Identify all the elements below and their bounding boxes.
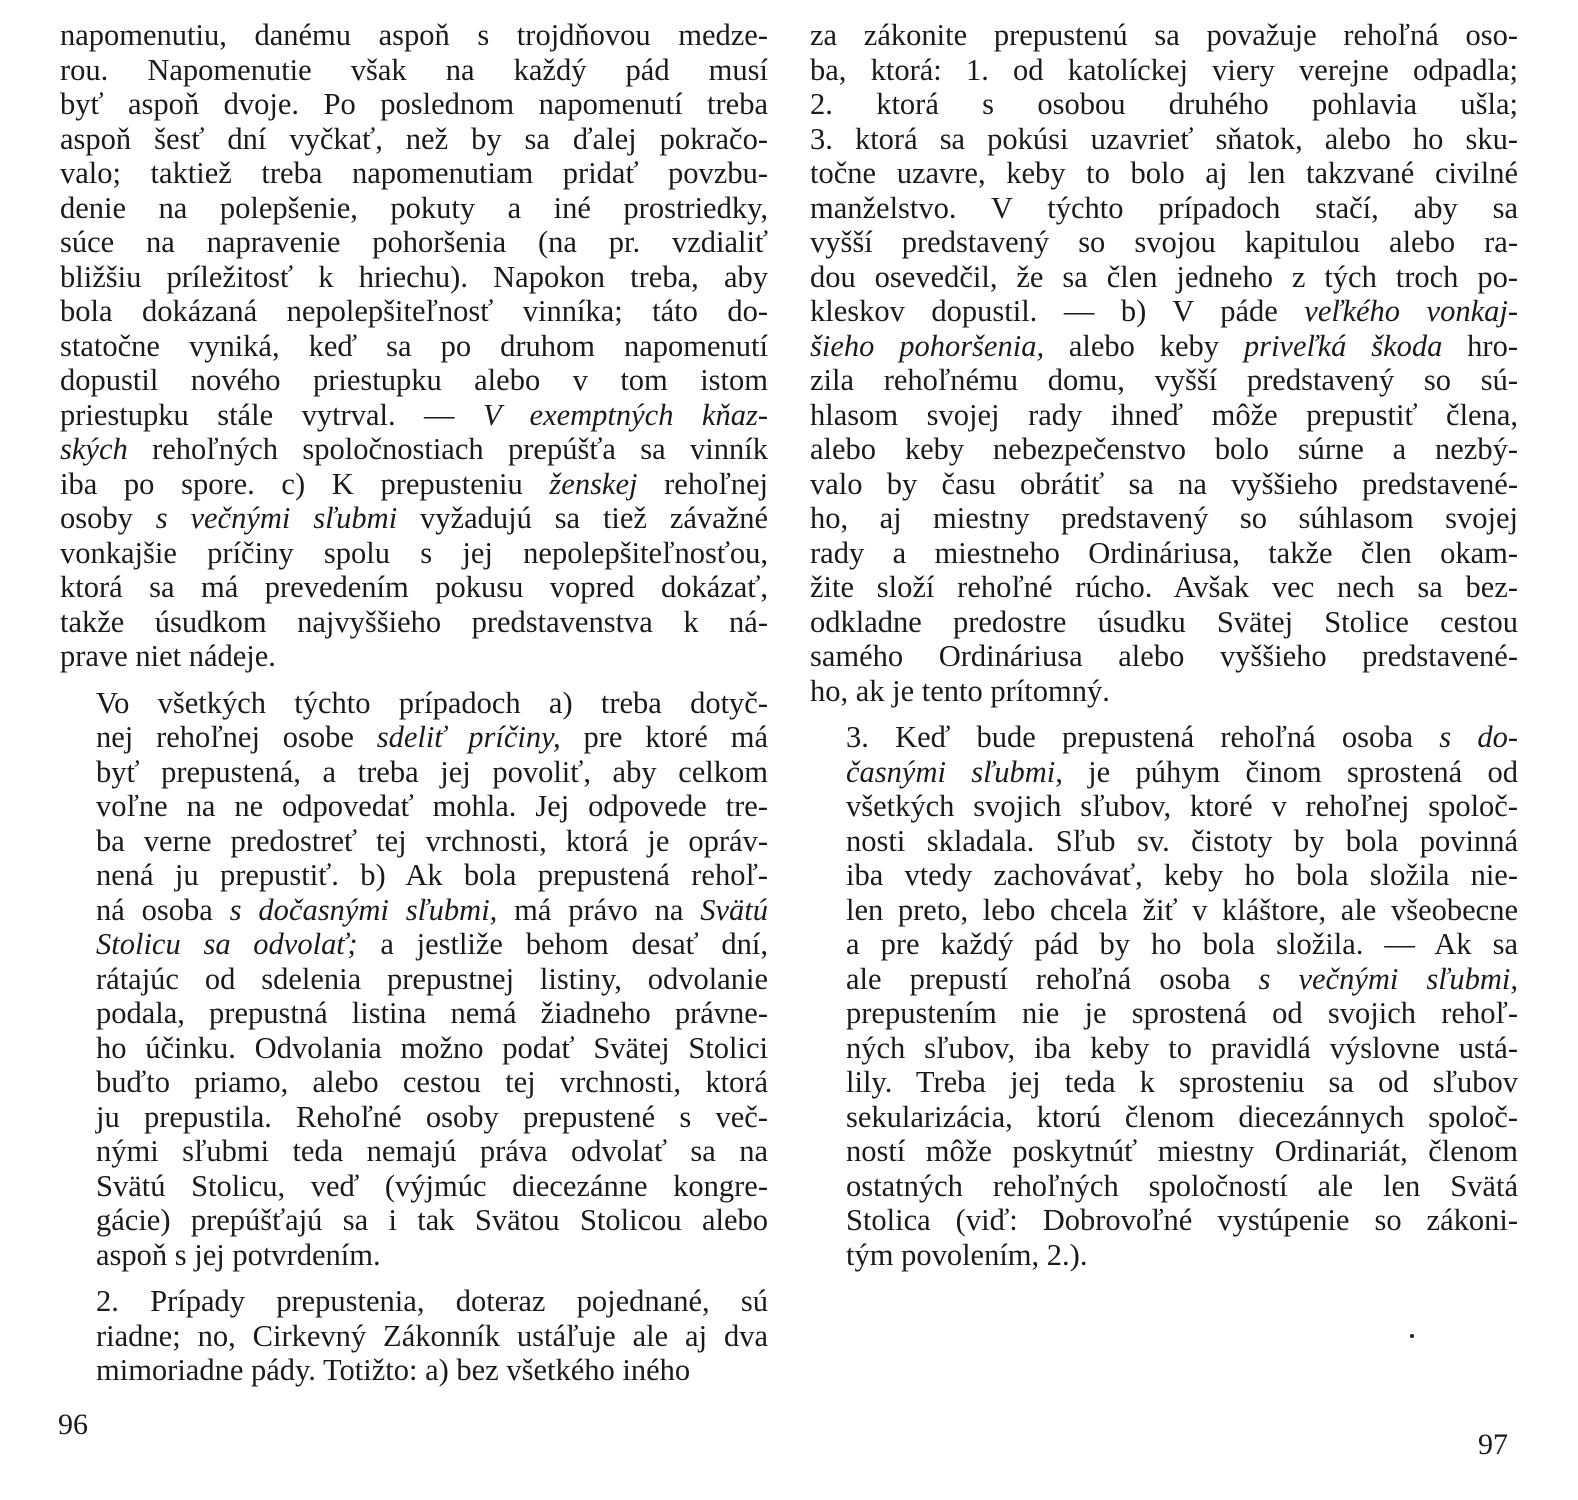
text-line: tým povolením, 2.). — [846, 1237, 1088, 1272]
italic-text: V exemptných kňaz- — [483, 397, 768, 432]
text-line: 2. ktorá s osobou druhého pohlavia ušla; — [810, 87, 1518, 121]
text-run: osoby — [60, 501, 156, 535]
text-run: rehoľných spoločnostiach prepúšťa sa vinník — [127, 432, 768, 466]
italic-text: s dočasnými sľubmi, — [229, 892, 498, 927]
text-run: ná osoba — [96, 892, 230, 927]
text-line: 3. ktorá sa pokúsi uzavrieť sňatok, alebo ho sku- — [810, 121, 1518, 156]
italic-text: sdeliť príčiny, — [376, 720, 561, 754]
text-line — [810, 294, 1518, 329]
italic-text: ženskej — [549, 466, 638, 501]
text-line — [60, 432, 768, 467]
text-line: sekularizácia, ktorú členom diecezánnych spoloč- — [846, 1099, 1518, 1134]
text-line: vyšší predstavený so svojou kapitulou alebo ra- — [810, 225, 1518, 259]
text-line: nými sľubmi teda nemajú práva odvolať sa na — [96, 1134, 768, 1168]
text-line: len preto, lebo chcela žiť v kláštore, ale všeobecne — [846, 892, 1518, 927]
text-line: iba vtedy zachovávať, keby ho bola složila nie- — [846, 858, 1518, 892]
text-line — [810, 329, 1518, 364]
text-line: odkladne predostre úsudku Svätej Stolice cestou — [810, 604, 1518, 639]
text-line: všetkých svojich sľubov, ktoré v rehoľnej spoloč- — [846, 789, 1518, 823]
paragraph — [60, 686, 768, 1273]
text-line: dou osevedčil, že sa člen jedneho z tých troch po- — [810, 259, 1518, 294]
text-line: valo by času obrátiť sa na vyššieho predstavené- — [810, 466, 1518, 501]
text-run: ale prepustí rehoľná osoba — [846, 961, 1259, 996]
text-line: takže úsudkom najvyššieho predstavenstva k ná- — [60, 604, 768, 639]
text-line: nosti skladala. Sľub sv. čistoty by bola povinná — [846, 823, 1518, 858]
text-line: ostatných rehoľných spoločností ale len Svätá — [846, 1168, 1518, 1203]
text-line: dopustil nového priestupku alebo v tom istom — [60, 363, 768, 397]
text-run: pre ktoré má — [560, 720, 769, 754]
text-line: točne uzavre, keby to bolo aj len takzvané civilné — [810, 156, 1518, 190]
text-run: vyžadujú sa tiež závažné — [397, 501, 769, 535]
italic-text: ských — [60, 432, 128, 466]
left-page-text — [60, 18, 768, 1388]
text-line: za zákonite prepustenú sa považuje rehoľná oso- — [810, 18, 1518, 52]
text-line: ju prepustila. Rehoľné osoby prepustené s več- — [96, 1099, 768, 1134]
text-line: rady a miestneho Ordináriusa, takže člen okam- — [810, 535, 1518, 570]
text-run: a jestliže behom desať dní, — [357, 927, 769, 961]
text-line: ho účinku. Odvolania možno podať Svätej Stolici — [96, 1030, 768, 1065]
text-line: súce na napravenie pohoršenia (na pr. vzdialiť — [60, 225, 768, 259]
text-line: a pre každý pád by ho bola složila. — Ak sa — [846, 927, 1518, 961]
italic-text: s večnými sľubmi, — [1258, 961, 1519, 996]
text-line: valo; taktiež treba napomenutiam pridať povzbu- — [60, 156, 768, 190]
text-run: má právo na — [497, 892, 701, 927]
text-line: ných sľubov, iba keby to pravidlá výslovne ustá- — [846, 1030, 1518, 1065]
italic-text: priveľká škoda — [1243, 328, 1443, 363]
text-line: bola dokázaná nepolepšiteľnosť vinníka; táto do- — [60, 294, 768, 328]
italic-text: veľkého vonkaj- — [1304, 294, 1519, 328]
text-line: rátajúc od sdelenia prepustnej listiny, odvolanie — [96, 961, 768, 996]
text-line: nená ju prepustiť. b) Ak bola prepustená rehoľ- — [96, 858, 768, 892]
text-line: aspoň s jej potvrdením. — [96, 1237, 381, 1272]
text-line: žite složí rehoľné rúcho. Avšak vec nech sa bez- — [810, 570, 1518, 604]
paragraph — [60, 18, 768, 674]
text-run: iba po spore. c) K prepusteniu — [60, 466, 550, 501]
italic-text: s večnými sľubmi — [155, 501, 398, 535]
text-line — [60, 501, 768, 536]
text-line: podala, prepustná listina nemá žiadneho právne- — [96, 996, 768, 1030]
paragraph — [810, 720, 1518, 1272]
text-line: napomenutiu, danému aspoň s trojdňovou medze- — [60, 18, 768, 52]
right-page-text — [810, 18, 1518, 1272]
text-line: ho, ak je tento prítomný. — [810, 673, 1110, 708]
text-line: byť prepustená, a treba jej povoliť, aby celkom — [96, 754, 768, 789]
text-line: buďto priamo, alebo cestou tej vrchnosti, ktorá — [96, 1065, 768, 1099]
text-line: ho, aj miestny predstavený so súhlasom svojej — [810, 501, 1518, 535]
text-line: hlasom svojej rady ihneď môže prepustiť člena, — [810, 397, 1518, 432]
text-line: ností môže poskytnúť miestny Ordinariát, členom — [846, 1134, 1518, 1168]
text-line: aspoň šesť dní vyčkať, než by sa ďalej pokračo- — [60, 121, 768, 156]
text-line: Stolica (viď: Dobrovoľné vystúpenie so zákoni- — [846, 1203, 1518, 1237]
text-line: ktorá sa má prevedením pokusu vopred dokázať, — [60, 570, 768, 604]
text-line: ba verne predostreť tej vrchnosti, ktorá je opráv- — [96, 823, 768, 858]
text-line: mimoriadne pády. Totižto: a) bez všetkého iného — [96, 1353, 691, 1387]
text-line — [810, 962, 1518, 997]
text-line: gácie) prepúšťajú sa i tak Svätou Stolicou alebo — [96, 1203, 768, 1237]
page-number-right: 97 — [1478, 1428, 1508, 1461]
text-line — [60, 893, 768, 928]
text-line: manželstvo. V týchto prípadoch stačí, aby sa — [810, 190, 1518, 225]
text-run: nej rehoľnej osobe — [96, 720, 377, 754]
italic-text: s do- — [1439, 720, 1518, 754]
text-run: rehoľnej — [637, 466, 768, 501]
text-run: je púhym činom sprostená od — [1062, 754, 1518, 789]
italic-text: časnými sľubmi, — [846, 754, 1063, 789]
italic-text: Svätú — [700, 892, 768, 927]
text-line: prave niet nádeje. — [60, 639, 276, 673]
text-line: zila rehoľnému domu, vyšší predstavený so sú- — [810, 363, 1518, 397]
text-line: vonkajšie príčiny spolu s jej nepolepšiteľnosťou, — [60, 535, 768, 570]
text-line: bližšiu príležitosť k hriechu). Napokon treba, aby — [60, 259, 768, 294]
italic-text: šieho pohoršenia, — [810, 328, 1045, 363]
text-line: alebo keby nebezpečenstvo bolo súrne a nezbý- — [810, 432, 1518, 466]
text-line: riadne; no, Cirkevný Zákonník ustáľuje ale aj dva — [96, 1318, 768, 1353]
text-line: ba, ktorá: 1. od katolíckej viery verejne odpadla; — [810, 52, 1518, 87]
text-line: statočne vyniká, keď sa po druhom napomenutí — [60, 328, 768, 363]
text-line — [60, 467, 768, 502]
text-line: prepustením nie je sprostená od svojich rehoľ- — [846, 996, 1518, 1030]
paragraph — [60, 1284, 768, 1388]
text-line: samého Ordináriusa alebo vyššieho predstavené- — [810, 639, 1518, 673]
text-line — [60, 720, 768, 755]
text-line: lily. Treba jej teda k sprosteniu sa od sľubov — [846, 1065, 1518, 1099]
text-line: rou. Napomenutie však na každý pád musí — [60, 52, 768, 87]
text-line: voľne na ne odpovedať mohla. Jej odpovede tre- — [96, 789, 768, 823]
text-run: alebo keby — [1044, 328, 1244, 363]
text-line: Svätú Stolicu, veď (výjmúc diecezánne kongre- — [96, 1168, 768, 1203]
text-line — [60, 398, 768, 433]
paragraph — [810, 18, 1518, 708]
text-line: 2. Prípady prepustenia, doteraz pojednané, sú — [96, 1284, 768, 1318]
text-run: kleskov dopustil. — b) V páde — [810, 294, 1305, 328]
page-number-left: 96 — [58, 1408, 88, 1441]
text-run: hro- — [1442, 328, 1518, 363]
text-line: Vo všetkých týchto prípadoch a) treba dotyč- — [96, 685, 768, 720]
text-line: byť aspoň dvoje. Po poslednom napomenutí treba — [60, 87, 768, 121]
text-line — [810, 720, 1518, 755]
text-run: 3. Keď bude prepustená rehoľná osoba — [846, 720, 1440, 754]
print-speck — [1410, 1334, 1414, 1338]
text-line — [810, 755, 1518, 790]
text-line — [60, 927, 768, 962]
italic-text: Stolicu sa odvolať; — [96, 927, 358, 961]
text-line: denie na polepšenie, pokuty a iné prostriedky, — [60, 190, 768, 225]
text-run: priestupku stále vytrval. — — [60, 397, 483, 432]
